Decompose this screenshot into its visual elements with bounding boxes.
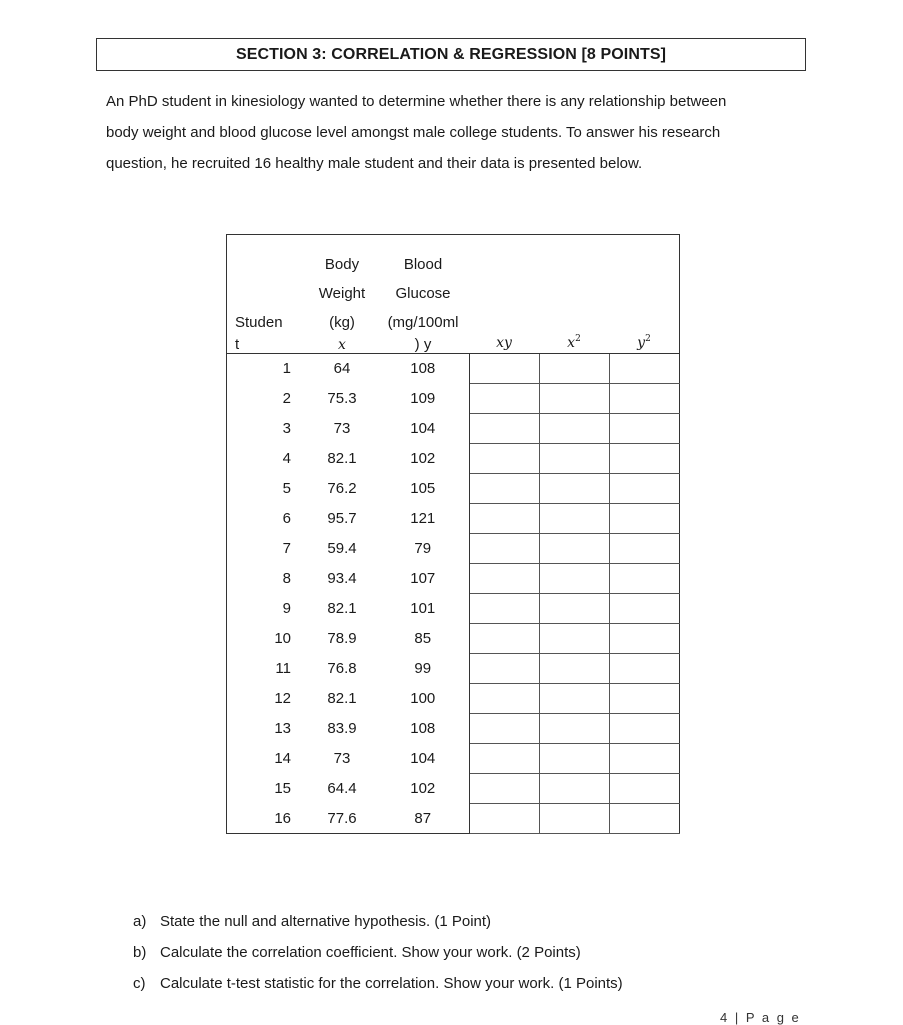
cell-xy-blank[interactable] (469, 504, 539, 534)
cell-weight: 82.1 (327, 600, 357, 617)
cell-student: 3 (227, 414, 308, 444)
table-row (227, 384, 680, 414)
table-row (227, 504, 680, 534)
cell-y-squared-blank[interactable] (609, 534, 680, 564)
cell-xy-blank[interactable] (469, 684, 539, 714)
cell-weight: 64 (333, 360, 351, 378)
table-header-row (227, 235, 680, 354)
header-y-squared: $y^2$ (609, 235, 680, 354)
cell-student: 16 (227, 804, 308, 834)
cell-xy-blank[interactable] (469, 654, 539, 684)
table-row (227, 354, 680, 384)
cell-y-squared-blank[interactable] (609, 354, 680, 384)
cell-xy-blank[interactable] (469, 564, 539, 594)
cell-glucose: 104 (377, 744, 469, 774)
table-row (227, 414, 680, 444)
cell-y-squared-blank[interactable] (609, 444, 680, 474)
table-row (227, 564, 680, 594)
question-item (133, 968, 623, 999)
page-number: 4 | P a g e (720, 1010, 801, 1025)
question-text: Calculate t-test statistic for the correlation. Show your work. (1 Points) (160, 975, 623, 992)
header-weight: Body Weight (kg) x (307, 235, 377, 354)
cell-x-squared-blank[interactable] (539, 654, 609, 684)
cell-xy-blank[interactable] (469, 414, 539, 444)
cell-xy-blank[interactable] (469, 444, 539, 474)
cell-student: 6 (227, 504, 308, 534)
question-text: Calculate the correlation coefficient. Show your work. (2 Points) (160, 944, 581, 961)
cell-student: 2 (227, 384, 308, 414)
cell-x-squared-blank[interactable] (539, 774, 609, 804)
cell-student: 4 (227, 444, 308, 474)
cell-weight: 78.9 (327, 630, 357, 647)
section-title: SECTION 3: CORRELATION & REGRESSION [8 POINTS] (235, 45, 667, 63)
header-x-squared: $x^2$ (539, 235, 609, 354)
cell-weight: 76.8 (327, 660, 357, 677)
section-title-box (96, 38, 806, 71)
question-text: State the null and alternative hypothesis. (1 Point) (160, 913, 492, 930)
intro-line-2: body weight and blood glucose level amongst male college students. To answer his research (106, 124, 721, 141)
cell-x-squared-blank[interactable] (539, 534, 609, 564)
cell-x-squared-blank[interactable] (539, 684, 609, 714)
cell-xy-blank[interactable] (469, 384, 539, 414)
cell-xy-blank[interactable] (469, 474, 539, 504)
cell-weight: 82.1 (327, 690, 357, 707)
header-student: Studen t (227, 235, 308, 354)
cell-xy-blank[interactable] (469, 804, 539, 834)
cell-student: 1 (227, 354, 308, 384)
cell-x-squared-blank[interactable] (539, 744, 609, 774)
cell-student: 14 (227, 744, 308, 774)
table-row (227, 684, 680, 714)
table-row (227, 744, 680, 774)
table-row (227, 714, 680, 744)
cell-x-squared-blank[interactable] (539, 384, 609, 414)
cell-glucose: 108 (377, 354, 469, 384)
cell-x-squared-blank[interactable] (539, 594, 609, 624)
intro-line-1: An PhD student in kinesiology wanted to determine whether there is any relationship between (106, 93, 727, 110)
cell-xy-blank[interactable] (469, 744, 539, 774)
cell-y-squared-blank[interactable] (609, 624, 680, 654)
cell-y-squared-blank[interactable] (609, 564, 680, 594)
cell-x-squared-blank[interactable] (539, 564, 609, 594)
cell-y-squared-blank[interactable] (609, 744, 680, 774)
cell-xy-blank[interactable] (469, 534, 539, 564)
question-marker: a) (133, 913, 147, 930)
cell-weight: 75.3 (327, 390, 357, 407)
cell-student: 7 (227, 534, 308, 564)
cell-x-squared-blank[interactable] (539, 624, 609, 654)
cell-student: 9 (227, 594, 308, 624)
cell-glucose: 79 (377, 534, 469, 564)
cell-glucose: 107 (377, 564, 469, 594)
data-table (226, 234, 680, 834)
cell-x-squared-blank[interactable] (539, 414, 609, 444)
cell-x-squared-blank[interactable] (539, 504, 609, 534)
cell-weight: 93.4 (327, 570, 357, 587)
cell-glucose: 87 (377, 804, 469, 834)
cell-glucose: 101 (377, 594, 469, 624)
cell-y-squared-blank[interactable] (609, 804, 680, 834)
cell-y-squared-blank[interactable] (609, 474, 680, 504)
table-row (227, 654, 680, 684)
cell-weight: 64.4 (327, 780, 357, 797)
header-glucose: Blood Glucose (mg/100ml ) y (377, 235, 469, 354)
header-xy: xy (469, 235, 539, 354)
table-row (227, 804, 680, 834)
intro-line-3: question, he recruited 16 healthy male student and their data is presented below. (106, 155, 643, 172)
question-marker: c) (133, 975, 146, 992)
cell-y-squared-blank[interactable] (609, 654, 680, 684)
cell-glucose: 102 (377, 774, 469, 804)
cell-glucose: 100 (377, 684, 469, 714)
cell-weight: 76.2 (327, 480, 357, 497)
question-item (133, 906, 623, 937)
question-item (133, 937, 623, 968)
cell-student: 5 (227, 474, 308, 504)
cell-x-squared-blank[interactable] (539, 354, 609, 384)
cell-weight: 73 (333, 750, 351, 767)
cell-weight: 73 (333, 420, 351, 437)
question-list (133, 906, 623, 999)
table-row (227, 444, 680, 474)
cell-y-squared-blank[interactable] (609, 774, 680, 804)
cell-y-squared-blank[interactable] (609, 714, 680, 744)
cell-glucose: 99 (377, 654, 469, 684)
table-row (227, 594, 680, 624)
cell-glucose: 85 (377, 624, 469, 654)
cell-xy-blank[interactable] (469, 594, 539, 624)
table-row (227, 774, 680, 804)
cell-y-squared-blank[interactable] (609, 414, 680, 444)
cell-weight: 95.7 (327, 510, 357, 527)
cell-y-squared-blank[interactable] (609, 504, 680, 534)
cell-y-squared-blank[interactable] (609, 384, 680, 414)
cell-student: 8 (227, 564, 308, 594)
table-row (227, 624, 680, 654)
cell-student: 13 (227, 714, 308, 744)
intro-paragraph (106, 86, 796, 179)
table-row (227, 474, 680, 504)
cell-x-squared-blank[interactable] (539, 714, 609, 744)
cell-glucose: 121 (377, 504, 469, 534)
cell-xy-blank[interactable] (469, 354, 539, 384)
cell-glucose: 108 (377, 714, 469, 744)
cell-weight: 77.6 (307, 804, 377, 834)
cell-glucose: 109 (377, 384, 469, 414)
cell-glucose: 105 (377, 474, 469, 504)
table-body (227, 354, 680, 834)
cell-x-squared-blank[interactable] (539, 474, 609, 504)
cell-student: 15 (227, 774, 308, 804)
cell-xy-blank[interactable] (469, 624, 539, 654)
cell-glucose: 102 (377, 444, 469, 474)
cell-weight: 59.4 (327, 540, 357, 557)
cell-xy-blank[interactable] (469, 774, 539, 804)
cell-weight: 82.1 (327, 450, 357, 467)
cell-glucose: 104 (377, 414, 469, 444)
question-marker: b) (133, 944, 147, 961)
cell-y-squared-blank[interactable] (609, 684, 680, 714)
cell-weight: 83.9 (327, 720, 357, 737)
cell-student: 10 (227, 624, 308, 654)
table-row (227, 534, 680, 564)
cell-x-squared-blank[interactable] (539, 804, 609, 834)
cell-x-squared-blank[interactable] (539, 444, 609, 474)
cell-student: 11 (227, 654, 308, 684)
cell-y-squared-blank[interactable] (609, 594, 680, 624)
cell-xy-blank[interactable] (469, 714, 539, 744)
cell-student: 12 (227, 684, 308, 714)
